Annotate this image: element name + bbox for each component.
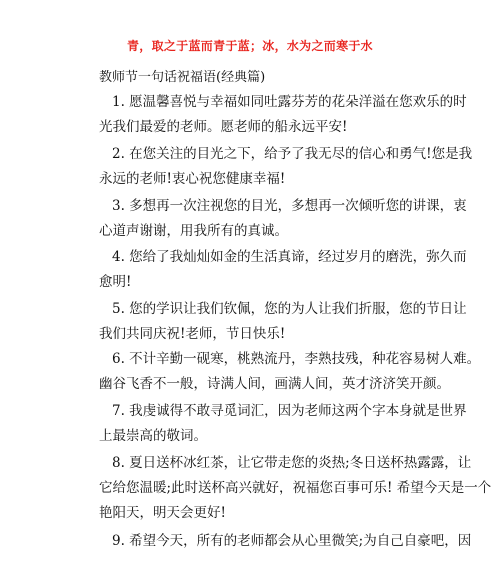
paragraph-line: 3. 多想再一次注视您的目光，多想再一次倾听您的讲课，衷 (112, 198, 467, 214)
paragraph-line: 永远的老师!衷心祝您健康幸福! (99, 171, 286, 187)
paragraph-line: 心道声谢谢，用我所有的真诚。 (99, 223, 288, 239)
paragraph (99, 347, 481, 397)
paragraph-line: 艳阳天，明天会更好! (99, 505, 226, 521)
paragraph-line: 1. 愿温馨喜悦与幸福如同吐露芬芳的花朵洋溢在您欢乐的时 (112, 94, 467, 110)
paragraph-line: 6. 不计辛勤一砚寒，桃熟流丹，李熟技残，种花容易树人难。 (112, 351, 481, 367)
paragraph-line: 光我们最爱的老师。愿老师的船永远平安! (99, 119, 348, 135)
paragraph (99, 529, 472, 554)
paragraph-line: 9. 希望今天，所有的老师都会从心里微笑;为自己自豪吧，因 (112, 533, 472, 549)
paragraph (99, 142, 473, 192)
paragraph-line: 它给您温暖;此时送杯高兴就好，祝福您百事可乐! 希望今天是一个 (99, 480, 492, 496)
paragraph-line: 我们共同庆祝!老师，节日快乐! (99, 326, 286, 342)
document-title: 教师节一句话祝福语(经典篇) (99, 70, 266, 85)
paragraph (99, 399, 467, 449)
page-header: 青，取之于蓝而青于蓝；冰，水为之而寒于水 (126, 39, 373, 53)
paragraph-line: 幽谷飞香不一般，诗满人间，画满人间，英才济济笑开颜。 (99, 376, 450, 392)
paragraph (99, 90, 467, 140)
paragraph-line: 4. 您给了我灿灿如金的生活真谛，经过岁月的磨洗，弥久而 (112, 249, 467, 265)
paragraph-line: 2. 在您关注的目光之下，给予了我无尽的信心和勇气!您是我 (112, 146, 473, 162)
paragraph-line: 7. 我虔诚得不敢寻觅词汇，因为老师这两个字本身就是世界 (112, 403, 467, 419)
paragraph (99, 297, 467, 347)
paragraph (99, 245, 467, 295)
paragraph (99, 451, 492, 526)
paragraph-line: 8. 夏日送杯冰红茶，让它带走您的炎热;冬日送杯热露露，让 (112, 455, 472, 471)
paragraph-line: 愈明! (99, 274, 132, 290)
paragraph-line: 5. 您的学识让我们钦佩，您的为人让我们折服，您的节日让 (112, 301, 467, 317)
paragraph-line: 上最崇高的敬词。 (99, 428, 207, 444)
paragraph (99, 194, 467, 244)
